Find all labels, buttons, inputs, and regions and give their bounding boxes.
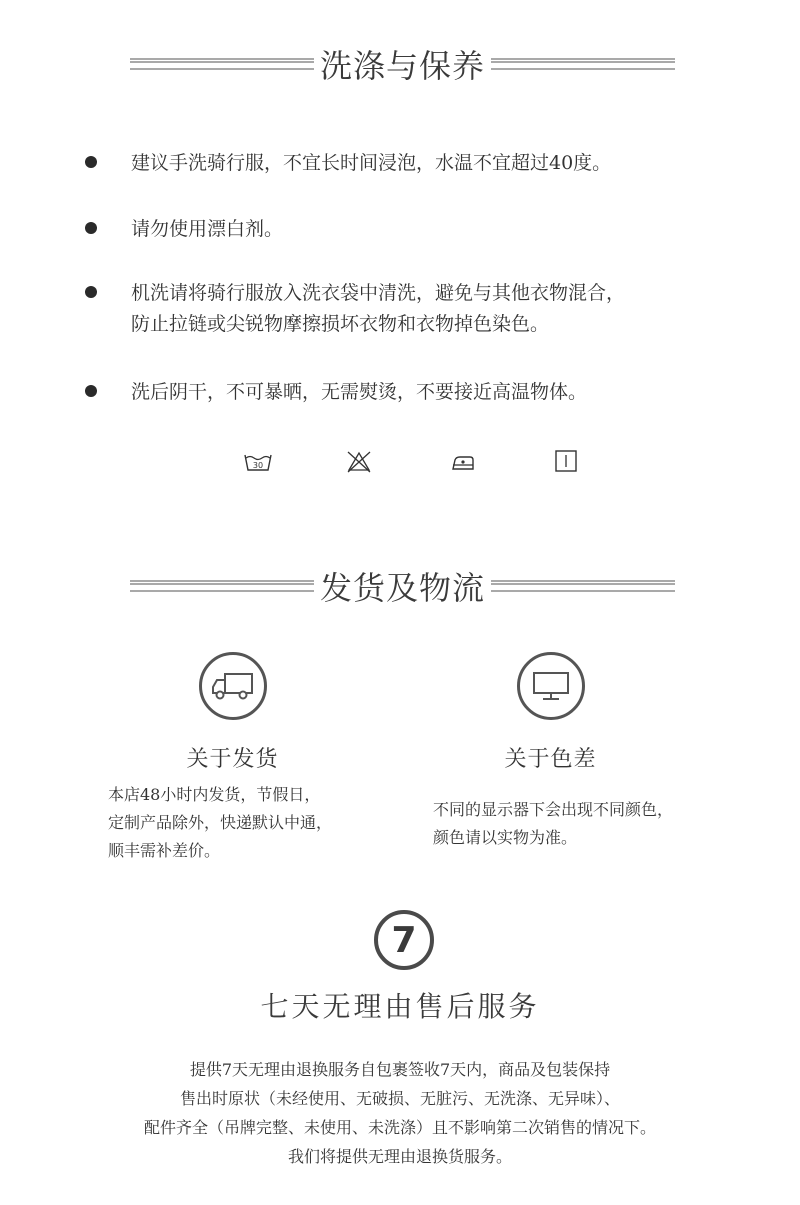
delivery-title: 关于发货 bbox=[186, 747, 279, 772]
delivery-description bbox=[108, 781, 332, 865]
title-rule-right bbox=[491, 580, 675, 592]
list-item bbox=[85, 214, 283, 245]
title-rule-left bbox=[130, 58, 314, 70]
returns-line: 提供7天无理由退换服务自包裹签收7天内，商品及包装保持 bbox=[189, 1060, 611, 1079]
bullet-dot bbox=[85, 222, 97, 234]
hand-wash-30-icon bbox=[244, 450, 272, 474]
seven-day-badge: 7 bbox=[374, 910, 434, 970]
list-item-text: 洗后阴干，不可暴晒，无需熨烫，不要接近高温物体。 bbox=[131, 381, 588, 403]
color-diff-line: 颜色请以实物为准。 bbox=[433, 828, 578, 847]
list-item-text bbox=[131, 278, 625, 340]
color-diff-icon-circle bbox=[517, 652, 585, 720]
line-dry-icon bbox=[555, 450, 577, 472]
list-item bbox=[85, 278, 625, 340]
iron-low-icon bbox=[450, 450, 476, 474]
no-bleach-icon bbox=[346, 450, 372, 474]
color-diff-description bbox=[433, 796, 673, 852]
delivery-line: 顺丰需补差价。 bbox=[108, 841, 221, 860]
shipping-section-title bbox=[130, 566, 675, 606]
bullet-dot bbox=[85, 286, 97, 298]
list-item-line: 防止拉链或尖锐物摩擦损坏衣物和衣物掉色染色。 bbox=[131, 313, 550, 335]
returns-line: 我们将提供无理由退换货服务。 bbox=[287, 1147, 512, 1166]
truck-icon bbox=[211, 671, 255, 701]
returns-title: 七天无理由售后服务 bbox=[260, 990, 540, 1023]
color-diff-feature bbox=[478, 652, 623, 773]
list-item-text: 请勿使用漂白剂。 bbox=[131, 218, 284, 240]
returns-description bbox=[0, 1055, 800, 1171]
returns-line: 售出时原状（未经使用、无破损、无脏污、无洗涤、无异味）、 bbox=[179, 1089, 620, 1108]
list-item-text: 建议手洗骑行服，不宜长时间浸泡，水温不宜超过40度。 bbox=[131, 152, 612, 174]
list-item-line: 机洗请将骑行服放入洗衣袋中清洗，避免与其他衣物混合， bbox=[131, 282, 626, 304]
title-rule-left bbox=[130, 580, 314, 592]
returns-line: 配件齐全（吊牌完整、未使用、未洗涤）且不影响第二次销售的情况下。 bbox=[143, 1118, 656, 1137]
list-item bbox=[85, 377, 587, 408]
title-rule-right bbox=[491, 58, 675, 70]
list-item bbox=[85, 148, 611, 179]
shipping-title-text: 发货及物流 bbox=[320, 569, 486, 607]
color-diff-title: 关于色差 bbox=[504, 747, 597, 772]
svg-text:30: 30 bbox=[252, 461, 264, 470]
bullet-dot bbox=[85, 156, 97, 168]
bullet-dot bbox=[85, 385, 97, 397]
delivery-line: 本店48小时内发货，节假日， bbox=[108, 785, 321, 804]
monitor-icon bbox=[531, 670, 571, 702]
delivery-line: 定制产品除外，快递默认中通， bbox=[108, 813, 333, 832]
care-title-text: 洗涤与保养 bbox=[320, 47, 486, 85]
color-diff-line: 不同的显示器下会出现不同颜色， bbox=[433, 800, 674, 819]
care-section-title bbox=[130, 44, 675, 84]
care-symbols bbox=[0, 450, 800, 480]
delivery-feature bbox=[160, 652, 305, 773]
delivery-icon-circle bbox=[199, 652, 267, 720]
